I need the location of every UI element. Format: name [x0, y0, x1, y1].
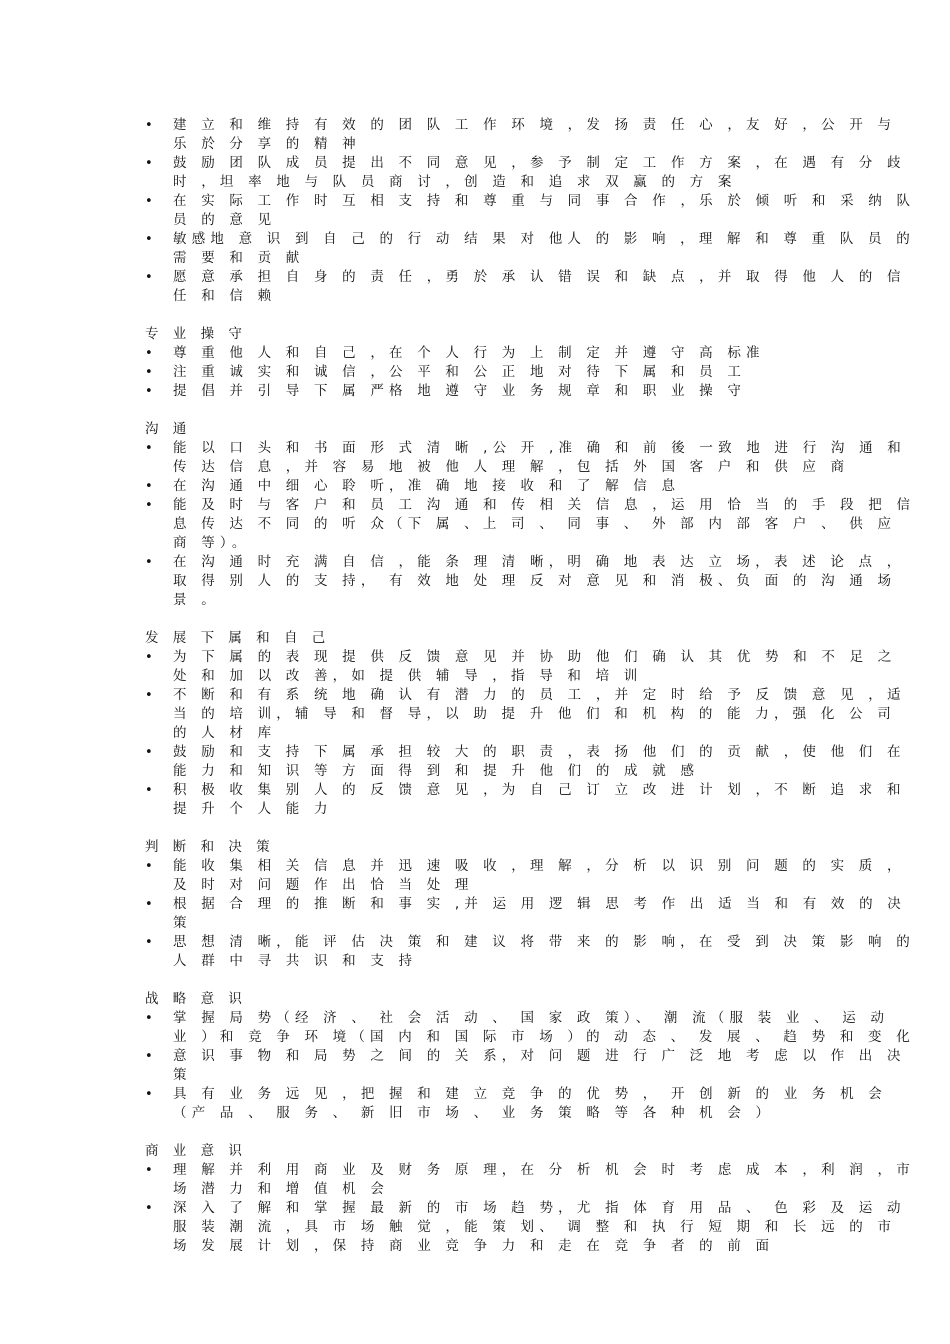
bullet-icon: • — [145, 1049, 153, 1064]
list-item — [145, 895, 906, 933]
section — [145, 990, 915, 1123]
item-text-line: 为 下 属 的 表 现 提 供 反 馈 意 见 并 协 助 他 们 确 认 其 优 势 和 不 足 之 — [173, 649, 897, 665]
item-text-line: 息 传 达 不 同 的 听 众（下 属 、上 司 、 同 事 、 外 部 内 部 客 户 、 供 应 — [173, 516, 897, 532]
bullet-icon: • — [145, 935, 153, 950]
section-list — [145, 344, 810, 401]
bullet-icon: • — [145, 1163, 153, 1178]
list-item — [145, 116, 897, 154]
section-title: 战 略 意 识 — [145, 991, 247, 1007]
bullet-icon: • — [145, 1087, 153, 1102]
section — [145, 629, 906, 819]
section — [145, 1142, 915, 1256]
item-text-line: 鼓 励 和 支 持 下 属 承 担 较 大 的 职 责 ，表 扬 他 们 的 贡 献 ，使 他 们 在 — [173, 744, 906, 760]
item-text-line: 提 升 个 人 能 力 — [173, 801, 333, 817]
item-text-line: 景 。 — [173, 592, 220, 608]
item-text-line: 任 和 信 赖 — [173, 288, 277, 304]
section-title: 沟 通 — [145, 421, 192, 437]
bullet-icon: • — [145, 365, 153, 380]
item-text-line: 乐 於 分 享 的 精 神 — [173, 136, 361, 152]
list-item — [145, 439, 906, 477]
item-text-line: 能 收 集 相 关 信 息 并 迅 速 吸 收 ，理 解 ，分 析 以 识 别 问 题 的 实 质 ， — [173, 858, 906, 874]
list-item — [145, 743, 906, 781]
section-title: 商 业 意 识 — [145, 1143, 247, 1159]
item-text-line: 场 发 展 计 划 ，保 持 商 业 竞 争 力 和 走 在 竞 争 者 的 前 面 — [173, 1238, 775, 1254]
item-text-line: 策 — [173, 915, 192, 931]
bullet-icon: • — [145, 479, 153, 494]
item-text-line: 在 沟 通 时 充 满 自 信 ，能 条 理 清 晰，明 确 地 表 达 立 场，表 述 论 点 ， — [173, 554, 906, 570]
item-text-line: 取 得 别 人 的 支 持， 有 效 地 处 理 反 对 意 见 和 消 极、负 面 的 沟 通 场 — [173, 573, 897, 589]
section — [145, 420, 916, 610]
item-text-line: 时 ，坦 率 地 与 队 员 商 讨 ，创 造 和 追 求 双 赢 的 方 案 — [173, 174, 737, 190]
list-item — [145, 1161, 915, 1199]
item-text-line: 在 沟 通 中 细 心 聆 听，准 确 地 接 收 和 了 解 信 息 — [173, 478, 681, 494]
item-text-line: 场 潜 力 和 增 值 机 会 — [173, 1181, 390, 1197]
bullet-icon: • — [145, 783, 153, 798]
bullet-icon: • — [145, 441, 153, 456]
list-item — [145, 154, 906, 192]
item-text-line: 能 以 口 头 和 书 面 形 式 清 晰 ,公 开 ,准 确 和 前 後 一致 地 进 行 沟 通 和 — [173, 440, 906, 456]
item-text-line: 理 解 并 利 用 商 业 及 财 务 原 理，在 分 析 机 会 时 考 虑 成 本 ，利 润 ，市 — [173, 1162, 915, 1178]
item-text-line: 积 极 收 集 别 人 的 反 馈 意 见 ，为 自 己 订 立 改 进 计 划 ，不 断 追 求 和 — [173, 782, 906, 798]
item-text-line: 愿 意 承 担 自 身 的 责 任 ，勇 於 承 认 错 误 和 缺 点 ，并 取 得 他 人 的 信 — [173, 269, 906, 285]
list-item — [145, 648, 897, 686]
item-text-line: 及 时 对 问 题 作 出 恰 当 处 理 — [173, 877, 474, 893]
item-text-line: 具 有 业 务 远 见 ，把 握 和 建 立 竞 争 的 优 势 ， 开 创 新 的 业 务 机 会 — [173, 1086, 887, 1102]
bullet-icon: • — [145, 555, 153, 570]
item-text-line: 根 据 合 理 的 推 断 和 事 实 ,并 运 用 逻 辑 思 考 作 出 适 当 和 有 效 的 决 — [173, 896, 906, 912]
section-title: 发 展 下 属 和 自 己 — [145, 630, 331, 646]
list-item — [145, 1199, 906, 1256]
item-text-line: 不 断 和 有 系 统 地 确 认 有 潜 力 的 员 工 ，并 定 时 给 予 反 馈 意 见 ，适 — [173, 687, 906, 703]
item-text-line: 员 的 意 见 — [173, 212, 277, 228]
list-item — [145, 230, 915, 268]
list-item — [145, 477, 810, 496]
document-page — [145, 116, 916, 1256]
item-text-line: 能 力 和 知 识 等 方 面 得 到 和 提 升 他 们 的 成 就 感 — [173, 763, 700, 779]
item-text-line: 鼓 励 团 队 成 员 提 出 不 同 意 见 ，参 予 制 定 工 作 方 案 ，在 遇 有 分 歧 — [173, 155, 906, 171]
list-item — [145, 192, 916, 230]
item-text-line: 需 要 和 贡 献 — [173, 250, 305, 266]
bullet-icon: • — [145, 156, 153, 171]
item-text-line: 策 — [173, 1067, 192, 1083]
list-item — [145, 496, 916, 553]
item-text-line: （产 品 、 服 务 、 新 旧 市 场 、 业 务 策 略 等 各 种 机 会 ） — [173, 1105, 775, 1121]
bullet-icon: • — [145, 232, 153, 247]
item-text-line: 思 想 清 晰，能 评 估 决 策 和 建 议 将 带 来 的 影 响，在 受 到 决 策 影 响 的 — [173, 934, 915, 950]
item-text-line: 建 立 和 维 持 有 效 的 团 队 工 作 环 境 ，发 扬 责 任 心 ，友 好 ，公 开 与 — [173, 117, 897, 133]
list-item — [145, 344, 810, 363]
bullet-icon: • — [145, 745, 153, 760]
list-item — [145, 933, 915, 971]
list-item — [145, 686, 906, 743]
bullet-icon: • — [145, 384, 153, 399]
section-list — [145, 1161, 915, 1256]
item-text-line: 当 的 培 训，辅 导 和 督 导，以 助 提 升 他 们 和 机 构 的 能 力，强 化 公 司 — [173, 706, 896, 722]
bullet-icon: • — [145, 650, 153, 665]
item-text-line: 人 群 中 寻 共 识 和 支 持 — [173, 953, 418, 969]
item-text-line: 处 和 加 以 改 善，如 提 供 辅 导 ，指 导 和 培 训 — [173, 668, 643, 684]
section — [145, 325, 810, 401]
item-text-line: 尊 重 他 人 和 自 己 ，在 个 人 行 为 上 制 定 并 遵 守 高 标准 — [173, 345, 765, 361]
item-text-line: 提 倡 并 引 导 下 属 严格 地 遵 守 业 务 规 章 和 职 业 操 守 — [173, 383, 747, 399]
item-text-line: 业 ）和 竞 争 环 境（国 内 和 国 际 市 场 ）的 动 态 、 发 展 、 趋 势 和 变 化 — [173, 1029, 915, 1045]
list-item — [145, 363, 810, 382]
bullet-icon: • — [145, 270, 153, 285]
bullet-icon: • — [145, 498, 153, 513]
bullet-icon: • — [145, 194, 153, 209]
item-text-line: 敏感地 意 识 到 自 己 的 行 动 结 果 对 他人 的 影 响 ，理 解 和 尊 重 队 员 的 — [173, 231, 915, 247]
bullet-icon: • — [145, 1011, 153, 1026]
item-text-line: 服 装 潮 流 ，具 市 场 触 觉 ，能 策 划、 调 整 和 执 行 短 期 和 长 远 的 市 — [173, 1219, 897, 1235]
bullet-icon: • — [145, 897, 153, 912]
list-item — [145, 382, 810, 401]
item-text-line: 注 重 诚 实 和 诚 信 ，公 平 和 公 正 地 对 待 下 属 和 员 工 — [173, 364, 747, 380]
section — [145, 838, 915, 971]
item-text-line: 商 等）。 — [173, 535, 251, 551]
list-item — [145, 781, 906, 819]
list-item — [145, 1009, 915, 1047]
section-list — [145, 857, 915, 971]
intro-list — [145, 116, 916, 306]
section-list — [145, 1009, 915, 1123]
list-item — [145, 857, 906, 895]
section-title: 专 业 操 守 — [145, 326, 247, 342]
section-list — [145, 439, 916, 610]
item-text-line: 在 实 际 工 作 时 互 相 支 持 和 尊 重 与 同 事 合 作 ，乐 於 倾 听 和 采 纳 队 — [173, 193, 916, 209]
item-text-line: 掌 握 局 势（经 济 、 社 会 活 动 、 国 家 政 策）、 潮 流（服 装 业 、 运 动 — [173, 1010, 890, 1026]
item-text-line: 的 人 材 库 — [173, 725, 277, 741]
list-item — [145, 1085, 887, 1123]
section-list — [145, 648, 906, 819]
section-title: 判 断 和 决 策 — [145, 839, 275, 855]
bullet-icon: • — [145, 346, 153, 361]
bullet-icon: • — [145, 1201, 153, 1216]
bullet-icon: • — [145, 859, 153, 874]
list-item — [145, 268, 906, 306]
sections-container — [145, 325, 916, 1256]
bullet-icon: • — [145, 118, 153, 133]
bullet-icon: • — [145, 688, 153, 703]
item-text-line: 能 及 时 与 客 户 和 员 工 沟 通 和 传 相 关 信 息 ，运 用 恰 当 的 手 段 把 信 — [173, 497, 916, 513]
list-item — [145, 1047, 906, 1085]
list-item — [145, 553, 906, 610]
item-text-line: 传 达 信 息 ，并 容 易 地 被 他 人 理 解 ，包 括 外 国 客 户 和 供 应 商 — [173, 459, 850, 475]
item-text-line: 意 识 事 物 和 局 势 之 间 的 关 系，对 问 题 进 行 广 泛 地 考 虑 以 作 出 决 — [173, 1048, 906, 1064]
item-text-line: 深 入 了 解 和 掌 握 最 新 的 市 场 趋 势，尤 指 体 育 用 品 、 色 彩 及 运 动 — [173, 1200, 906, 1216]
